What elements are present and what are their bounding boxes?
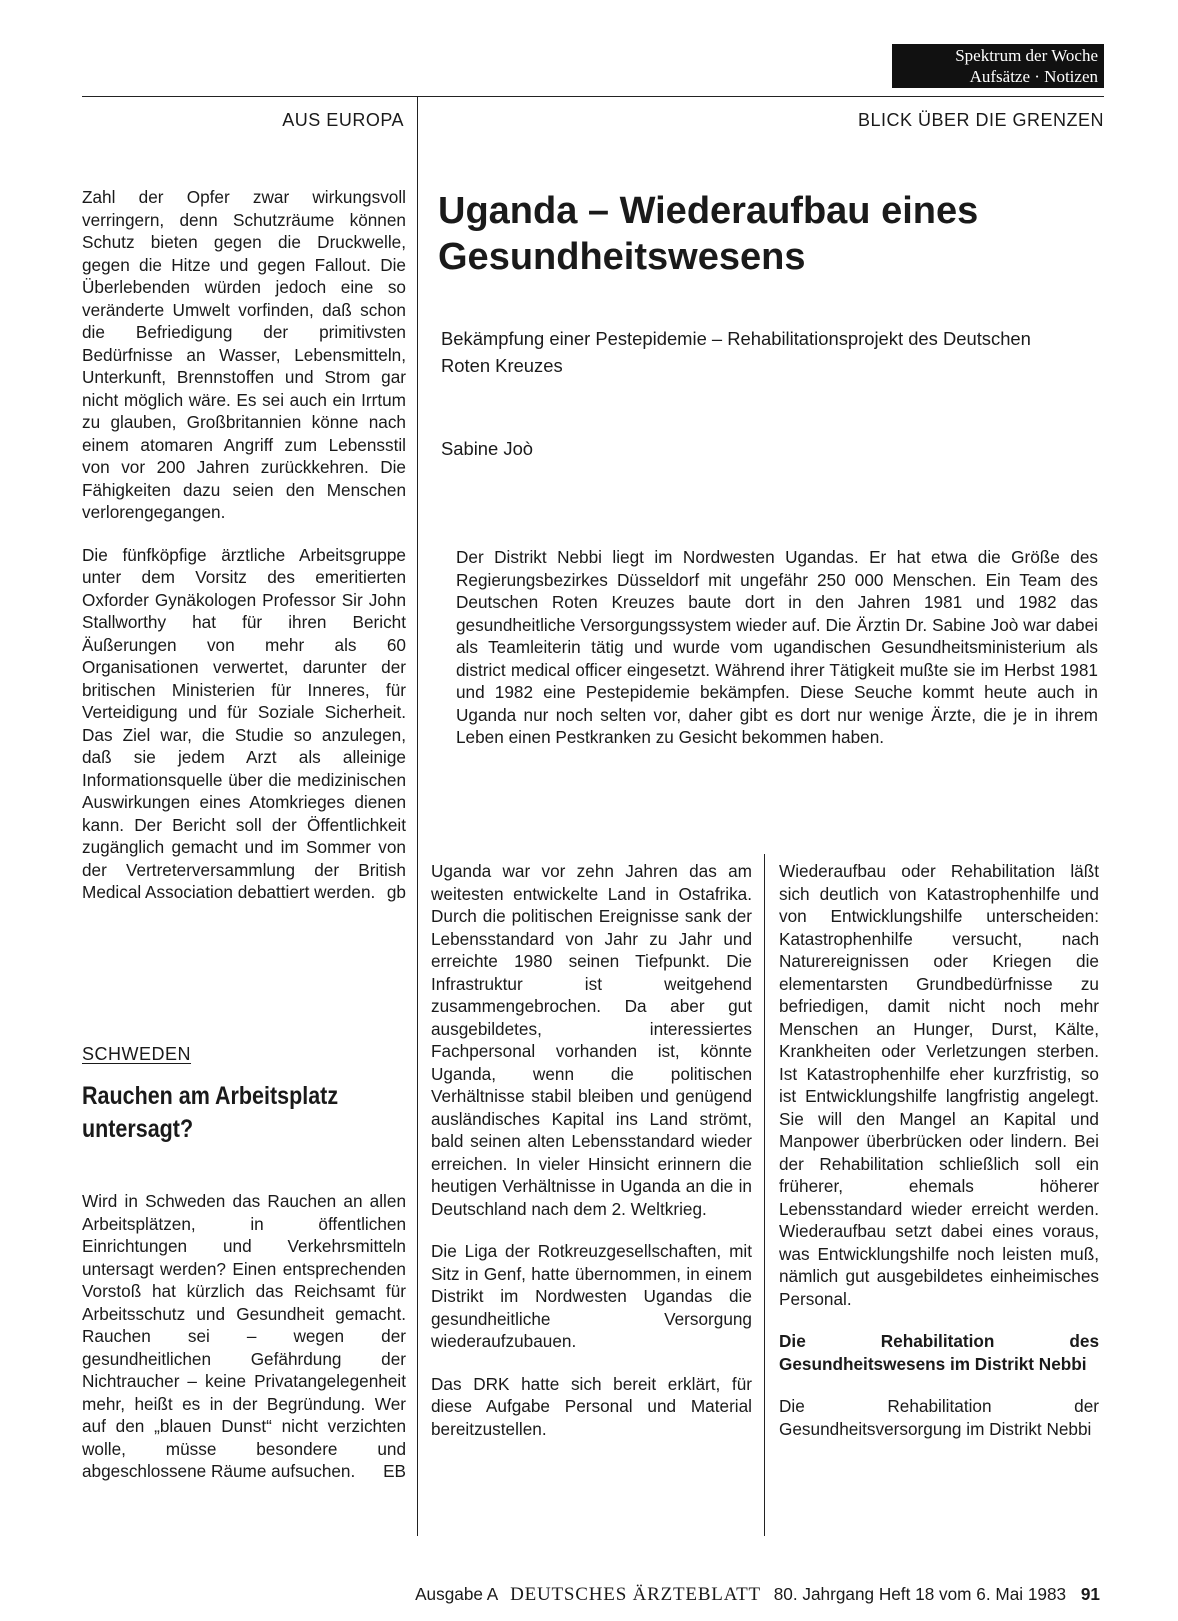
middle-paragraph-2: Die Liga der Rotkreuzgesellschaften, mit Sitz in Genf, hatte übernommen, in einem Distrikt im Nordwesten Ugandas die gesundheitliche Versorgung wiederaufzubauen.: [431, 1241, 752, 1351]
right-subheading: Die Rehabilitation des Gesundheitswesens im Distrikt Nebbi: [779, 1331, 1099, 1374]
middle-column: [431, 860, 752, 1460]
middle-paragraph-3: Das DRK hatte sich bereit erklärt, für diese Aufgabe Personal und Material bereitzustellen.: [431, 1373, 752, 1439]
masthead-line-1: Spektrum der Woche: [955, 46, 1098, 65]
schweden-text: [82, 1190, 406, 1503]
schweden-paragraph: [82, 1190, 406, 1483]
schweden-paragraph-text: Wird in Schweden das Rauchen an allen Arbeitsplätzen, in öffentlichen Einrichtungen und Verkehrsmitteln untersagt werden? Einen entsprechenden Vorstoß hat kürzlich das Reichsamt für Arbeitsschutz und Gesundheit gemacht. Rauchen sei – wegen der gesundheitlichen Gefährdung der Nichtraucher – keine Privatangelegenheit mehr, heißt es in der Begründung. Wer auf den „blauen Dunst“ nicht verzichten wolle, müsse besondere und abgeschlossene Räume aufsuchen.: [82, 1191, 406, 1481]
right-column: [779, 860, 1099, 1460]
masthead-badge: [892, 44, 1104, 88]
article-headline: Uganda – Wiederaufbau eines Gesundheitswesens: [438, 190, 979, 278]
left-paragraph-1: Zahl der Opfer zwar wirkungsvoll verringern, denn Schutzräume können Schutz bieten gegen die Druckwelle, gegen die Hitze und gegen Fallout. Die Überlebenden würden jedoch eine so veränderte Umwelt vorfinden, daß schon die Befriedigung der primitivsten Bedürfnisse an Wasser, Lebensmitteln, Unterkunft, Brennstoffen und Strom gar nicht möglich wäre. Es sei auch ein Irrtum zu glauben, Großbritannien könne nach einem atomaren Angriff zum Lebensstil von vor 200 Jahren zurückkehren. Die Fähigkeiten dazu seien den Menschen verlorengegangen.: [82, 187, 406, 522]
right-paragraph-2: Die Rehabilitation der Gesundheitsversorgung im Distrikt Nebbi: [779, 1396, 1099, 1439]
author-sign-eb: EB: [383, 1461, 406, 1481]
article-lead: Der Distrikt Nebbi liegt im Nordwesten Ugandas. Er hat etwa die Größe des Regierungsbezirkes Düsseldorf mit ungefähr 250 000 Menschen. Ein Team des Deutschen Roten Kreuzes baute dort in den Jahren 1981 und 1982 das gesundheitliche Versorgungssystem wieder auf. Die Ärztin Dr. Sabine Joò war dabei als Teamleiterin tätig und wurde vom ugandischen Gesundheitsministerium als district medical officer eingesetzt. Während ihrer Tätigkeit mußte sie im Herbst 1981 und 1982 eine Pestepidemie bekämpfen. Diese Seuche kommt heute auch in Uganda nur noch selten vor, daher gibt es dort nur wenige Ärzte, die je in ihrem Leben einen Pestkranken zu Gesicht bekommen haben.: [456, 547, 1098, 747]
page-footer: [300, 1584, 1100, 1606]
masthead-line-2: Aufsätze · Notizen: [969, 67, 1098, 86]
page-number: 91: [1080, 1584, 1100, 1604]
footer-edition: Ausgabe A: [415, 1584, 498, 1604]
right-paragraph-1: Wiederaufbau oder Rehabilitation läßt sich deutlich von Katastrophenhilfe und von Entwicklungshilfe unterscheiden: Katastrophenhilfe versucht, nach Naturereignissen oder Kriegen die elementarsten Grundbedürfnisse zu befriedigen, damit nicht noch mehr Menschen an Hunger, Durst, Kälte, Krankheiten oder Verletzungen sterben. Ist Katastrophenhilfe eher kurzfristig, so ist Entwicklungshilfe langfristig angelegt. Sie will den Mangel an Kapital und Manpower überbrücken oder lindern. Bei der Rehabilitation schließlich soll ein früherer, ehemals höherer Lebensstandard wieder erreicht werden. Wiederaufbau setzt dabei eines voraus, was Entwicklungshilfe noch leisten muß, nämlich gut ausgebildetes einheimisches Personal.: [779, 861, 1099, 1309]
column-divider: [417, 96, 418, 1536]
footer-journal: DEUTSCHES ÄRZTEBLATT: [510, 1584, 761, 1605]
footer-issue: 80. Jahrgang Heft 18 vom 6. Mai 1983: [773, 1584, 1067, 1604]
article-subtitle: Bekämpfung einer Pestepidemie – Rehabilitationsprojekt des Deutschen Roten Kreuzes: [441, 328, 1031, 376]
left-paragraph-2-text: Die fünfköpfige ärztliche Arbeitsgruppe unter dem Vorsitz des emeritierten Oxforder Gynäkologen Professor Sir John Stallworthy hat für ihren Bericht Äußerungen von mehr als 60 Organisationen verwertet, darunter der britischen Ministerien für Inneres, für Verteidigung und für Soziale Sicherheit. Das Ziel war, die Studie so anzulegen, daß sie jedem Arzt als alleinige Informationsquelle über die medizinischen Auswirkungen eines Atomkrieges dienen kann. Der Bericht soll der Öffentlichkeit zugänglich gemacht und im Sommer von der Vertreterversammlung der British Medical Association debattiert werden.: [82, 544, 406, 902]
top-rule: [82, 96, 1104, 97]
middle-paragraph-1: Uganda war vor zehn Jahren das am weitesten entwickelte Land in Ostafrika. Durch die politischen Ereignisse sank der Lebensstandard von Jahr zu Jahr und erreichte 1980 seinen Tiefpunkt. Die Infrastruktur ist weitgehend zusammengebrochen. Da aber gut ausgebildetes, interessiertes Fachpersonal vorhanden ist, könnte Uganda, wenn die politischen Verhältnisse stabil bleiben und genügend ausländisches Kapital ins Land strömt, bald seinen alten Lebensstandard wieder erreichen. In vieler Hinsicht erinnern die heutigen Verhältnisse in Uganda an die in Deutschland nach dem 2. Weltkrieg.: [431, 861, 752, 1219]
author-sign-gb: gb: [386, 882, 406, 902]
rubric-right: BLICK ÜBER DIE GRENZEN: [857, 110, 1104, 130]
left-paragraph-2: [82, 544, 406, 904]
country-heading-schweden: SCHWEDEN: [82, 1044, 192, 1064]
rubric-left: AUS EUROPA: [282, 110, 404, 130]
schweden-headline: Rauchen am Arbeitsplatz untersagt?: [82, 1082, 339, 1143]
article-author: Sabine Joò: [441, 438, 534, 459]
column-divider-2: [764, 854, 765, 1536]
left-column: [82, 186, 406, 924]
